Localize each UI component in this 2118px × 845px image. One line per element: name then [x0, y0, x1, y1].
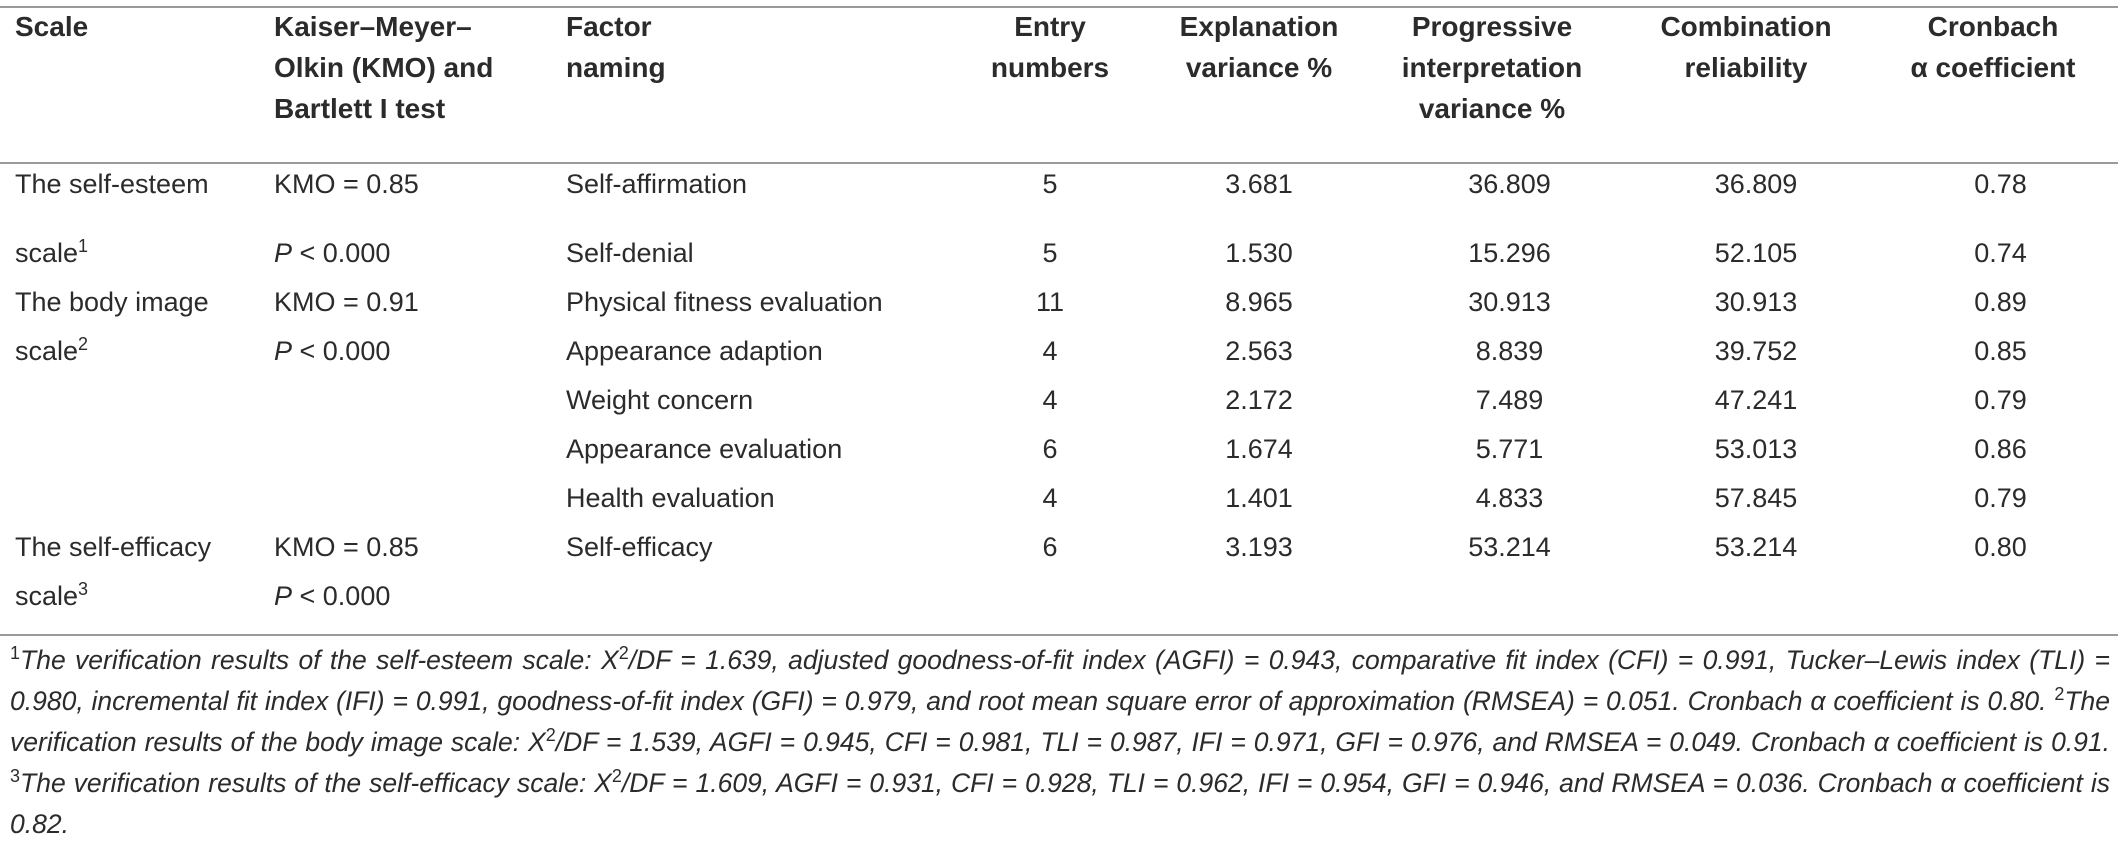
cell-progressive: 5.771	[1475, 434, 1544, 464]
cell-scale: The self-efficacy	[15, 532, 212, 562]
cell-entry: 6	[1042, 434, 1058, 464]
data-table	[0, 6, 2118, 621]
cell-combination: 39.752	[1714, 336, 1798, 366]
cell-factor: Self-denial	[566, 238, 694, 268]
footnote-marker: 2	[78, 334, 89, 354]
cell-combination: 57.845	[1714, 483, 1798, 513]
cell-scale: scale$^1$	[15, 236, 89, 268]
cell-explanation: 3.193	[1225, 532, 1293, 562]
cell-cronbach: 0.78	[1974, 169, 2027, 199]
table-row	[0, 278, 2118, 327]
header-explanation: Explanation variance %	[1179, 11, 1339, 83]
cell-factor: Physical fitness evaluation	[566, 287, 883, 317]
cell-factor: Self-affirmation	[566, 169, 748, 199]
cell-scale: The body image	[15, 287, 209, 317]
table-row	[0, 425, 2118, 474]
cell-scale	[0, 425, 274, 474]
cell-progressive	[1360, 572, 1624, 621]
cell-cronbach: 0.85	[1974, 336, 2027, 366]
cell-progressive: 7.489	[1475, 385, 1544, 415]
table-row	[0, 376, 2118, 425]
cell-factor: Appearance evaluation	[566, 434, 843, 464]
footnote-3: $^3$The verification results of the self-efficacy scale: $X^2/DF = 1.609$, AGFI = 0.931, CFI = 0.928, TLI = 0.962, IFI = 0.954, GFI = 0.946, and RMSEA = 0.036. Cronbach α coefficient is 0.82.	[10, 766, 2110, 839]
cell-scale	[0, 474, 274, 523]
cell-explanation: 8.965	[1225, 287, 1293, 317]
cell-explanation: 1.674	[1225, 434, 1293, 464]
cell-progressive: 4.833	[1475, 483, 1544, 513]
table-row	[0, 327, 2118, 376]
cell-combination	[1624, 572, 1868, 621]
cell-entry: 4	[1042, 336, 1058, 366]
cell-cronbach: 0.80	[1974, 532, 2027, 562]
cell-explanation: 2.172	[1225, 385, 1293, 415]
cell-progressive: 53.214	[1468, 532, 1551, 562]
cell-factor: Appearance adaption	[566, 336, 823, 366]
cell-kmo	[274, 425, 566, 474]
cell-entry	[942, 572, 1158, 621]
header-progressive: Progressive interpretation variance %	[1401, 11, 1583, 124]
cell-explanation	[1158, 572, 1360, 621]
header-kmo: Kaiser–Meyer– Olkin (KMO) and Bartlett I test	[274, 11, 494, 124]
header-cronbach: Cronbach α coefficient	[1910, 11, 2076, 83]
table-row	[0, 140, 2118, 229]
cell-kmo: P < 0.000	[274, 238, 391, 268]
cell-kmo: KMO = 0.85	[274, 169, 419, 199]
cell-progressive: 36.809	[1468, 169, 1551, 199]
cell-entry: 6	[1042, 532, 1058, 562]
cell-kmo	[274, 376, 566, 425]
header-factor: Factor naming	[566, 11, 666, 83]
cell-cronbach: 0.79	[1974, 483, 2027, 513]
cell-cronbach: 0.74	[1974, 238, 2027, 268]
cell-combination: 53.013	[1714, 434, 1798, 464]
cell-scale: scale$^3$	[15, 579, 89, 611]
cell-combination: 53.214	[1714, 532, 1798, 562]
header-combination: Combination reliability	[1660, 11, 1832, 83]
cell-kmo	[274, 474, 566, 523]
cell-scale	[0, 376, 274, 425]
footnote-1: $^1$The verification results of the self-esteem scale: $X^2/DF = 1.639$, adjusted goodness-of-fit index (AGFI) = 0.943, comparative fit index (CFI) = 0.991, Tucker–Lewis index (TLI) = 0.980, incremental fit index (IFI) = 0.991, goodness-of-fit index (GFI) = 0.979, and root mean square error of approximation (RMSEA) = 0.051. Cronbach α coefficient is 0.80.	[10, 643, 2110, 716]
table-row	[0, 572, 2118, 621]
cell-scale: The self-esteem	[15, 169, 209, 199]
cell-kmo: KMO = 0.85	[274, 532, 419, 562]
cell-kmo: P < 0.000	[274, 336, 391, 366]
cell-factor: Self-efficacy	[566, 532, 713, 562]
header-scale: Scale	[15, 11, 89, 42]
cell-combination: 47.241	[1714, 385, 1798, 415]
bottom-rule	[0, 634, 2118, 636]
cell-entry: 5	[1042, 238, 1058, 268]
cell-explanation: 3.681	[1225, 169, 1293, 199]
cell-cronbach	[1868, 572, 2118, 621]
cell-cronbach: 0.89	[1974, 287, 2027, 317]
cell-explanation: 1.530	[1225, 238, 1293, 268]
cell-progressive: 15.296	[1468, 238, 1551, 268]
cell-explanation: 1.401	[1225, 483, 1293, 513]
header-entry: Entry numbers	[990, 11, 1110, 83]
table-row	[0, 523, 2118, 572]
cell-entry: 11	[1035, 287, 1065, 317]
header-row	[0, 6, 2118, 140]
cell-combination: 36.809	[1714, 169, 1798, 199]
cell-entry: 4	[1042, 385, 1058, 415]
footnote-marker: 1	[78, 236, 89, 256]
cell-progressive: 8.839	[1475, 336, 1544, 366]
cell-combination: 30.913	[1714, 287, 1798, 317]
cell-kmo: P < 0.000	[274, 581, 391, 611]
cell-combination: 52.105	[1714, 238, 1798, 268]
cell-progressive: 30.913	[1468, 287, 1551, 317]
cell-explanation: 2.563	[1225, 336, 1293, 366]
cell-scale: scale$^2$	[15, 334, 89, 366]
footnote-marker: 3	[78, 579, 89, 599]
table-footnote	[10, 640, 2110, 845]
cell-kmo: KMO = 0.91	[274, 287, 419, 317]
cell-entry: 5	[1042, 169, 1058, 199]
cell-entry: 4	[1042, 483, 1058, 513]
cell-factor: Health evaluation	[566, 483, 775, 513]
cell-cronbach: 0.86	[1974, 434, 2027, 464]
table-row	[0, 229, 2118, 278]
cell-factor: Weight concern	[566, 385, 754, 415]
cell-factor	[566, 572, 942, 621]
cell-cronbach: 0.79	[1974, 385, 2027, 415]
footnote-2: $^2$The verification results of the body image scale: $X^2/DF = 1.539$, AGFI = 0.945, CFI = 0.981, TLI = 0.987, IFI = 0.971, GFI = 0.976, and RMSEA = 0.049. Cronbach α coefficient is 0.91.	[10, 684, 2111, 757]
table-row	[0, 474, 2118, 523]
